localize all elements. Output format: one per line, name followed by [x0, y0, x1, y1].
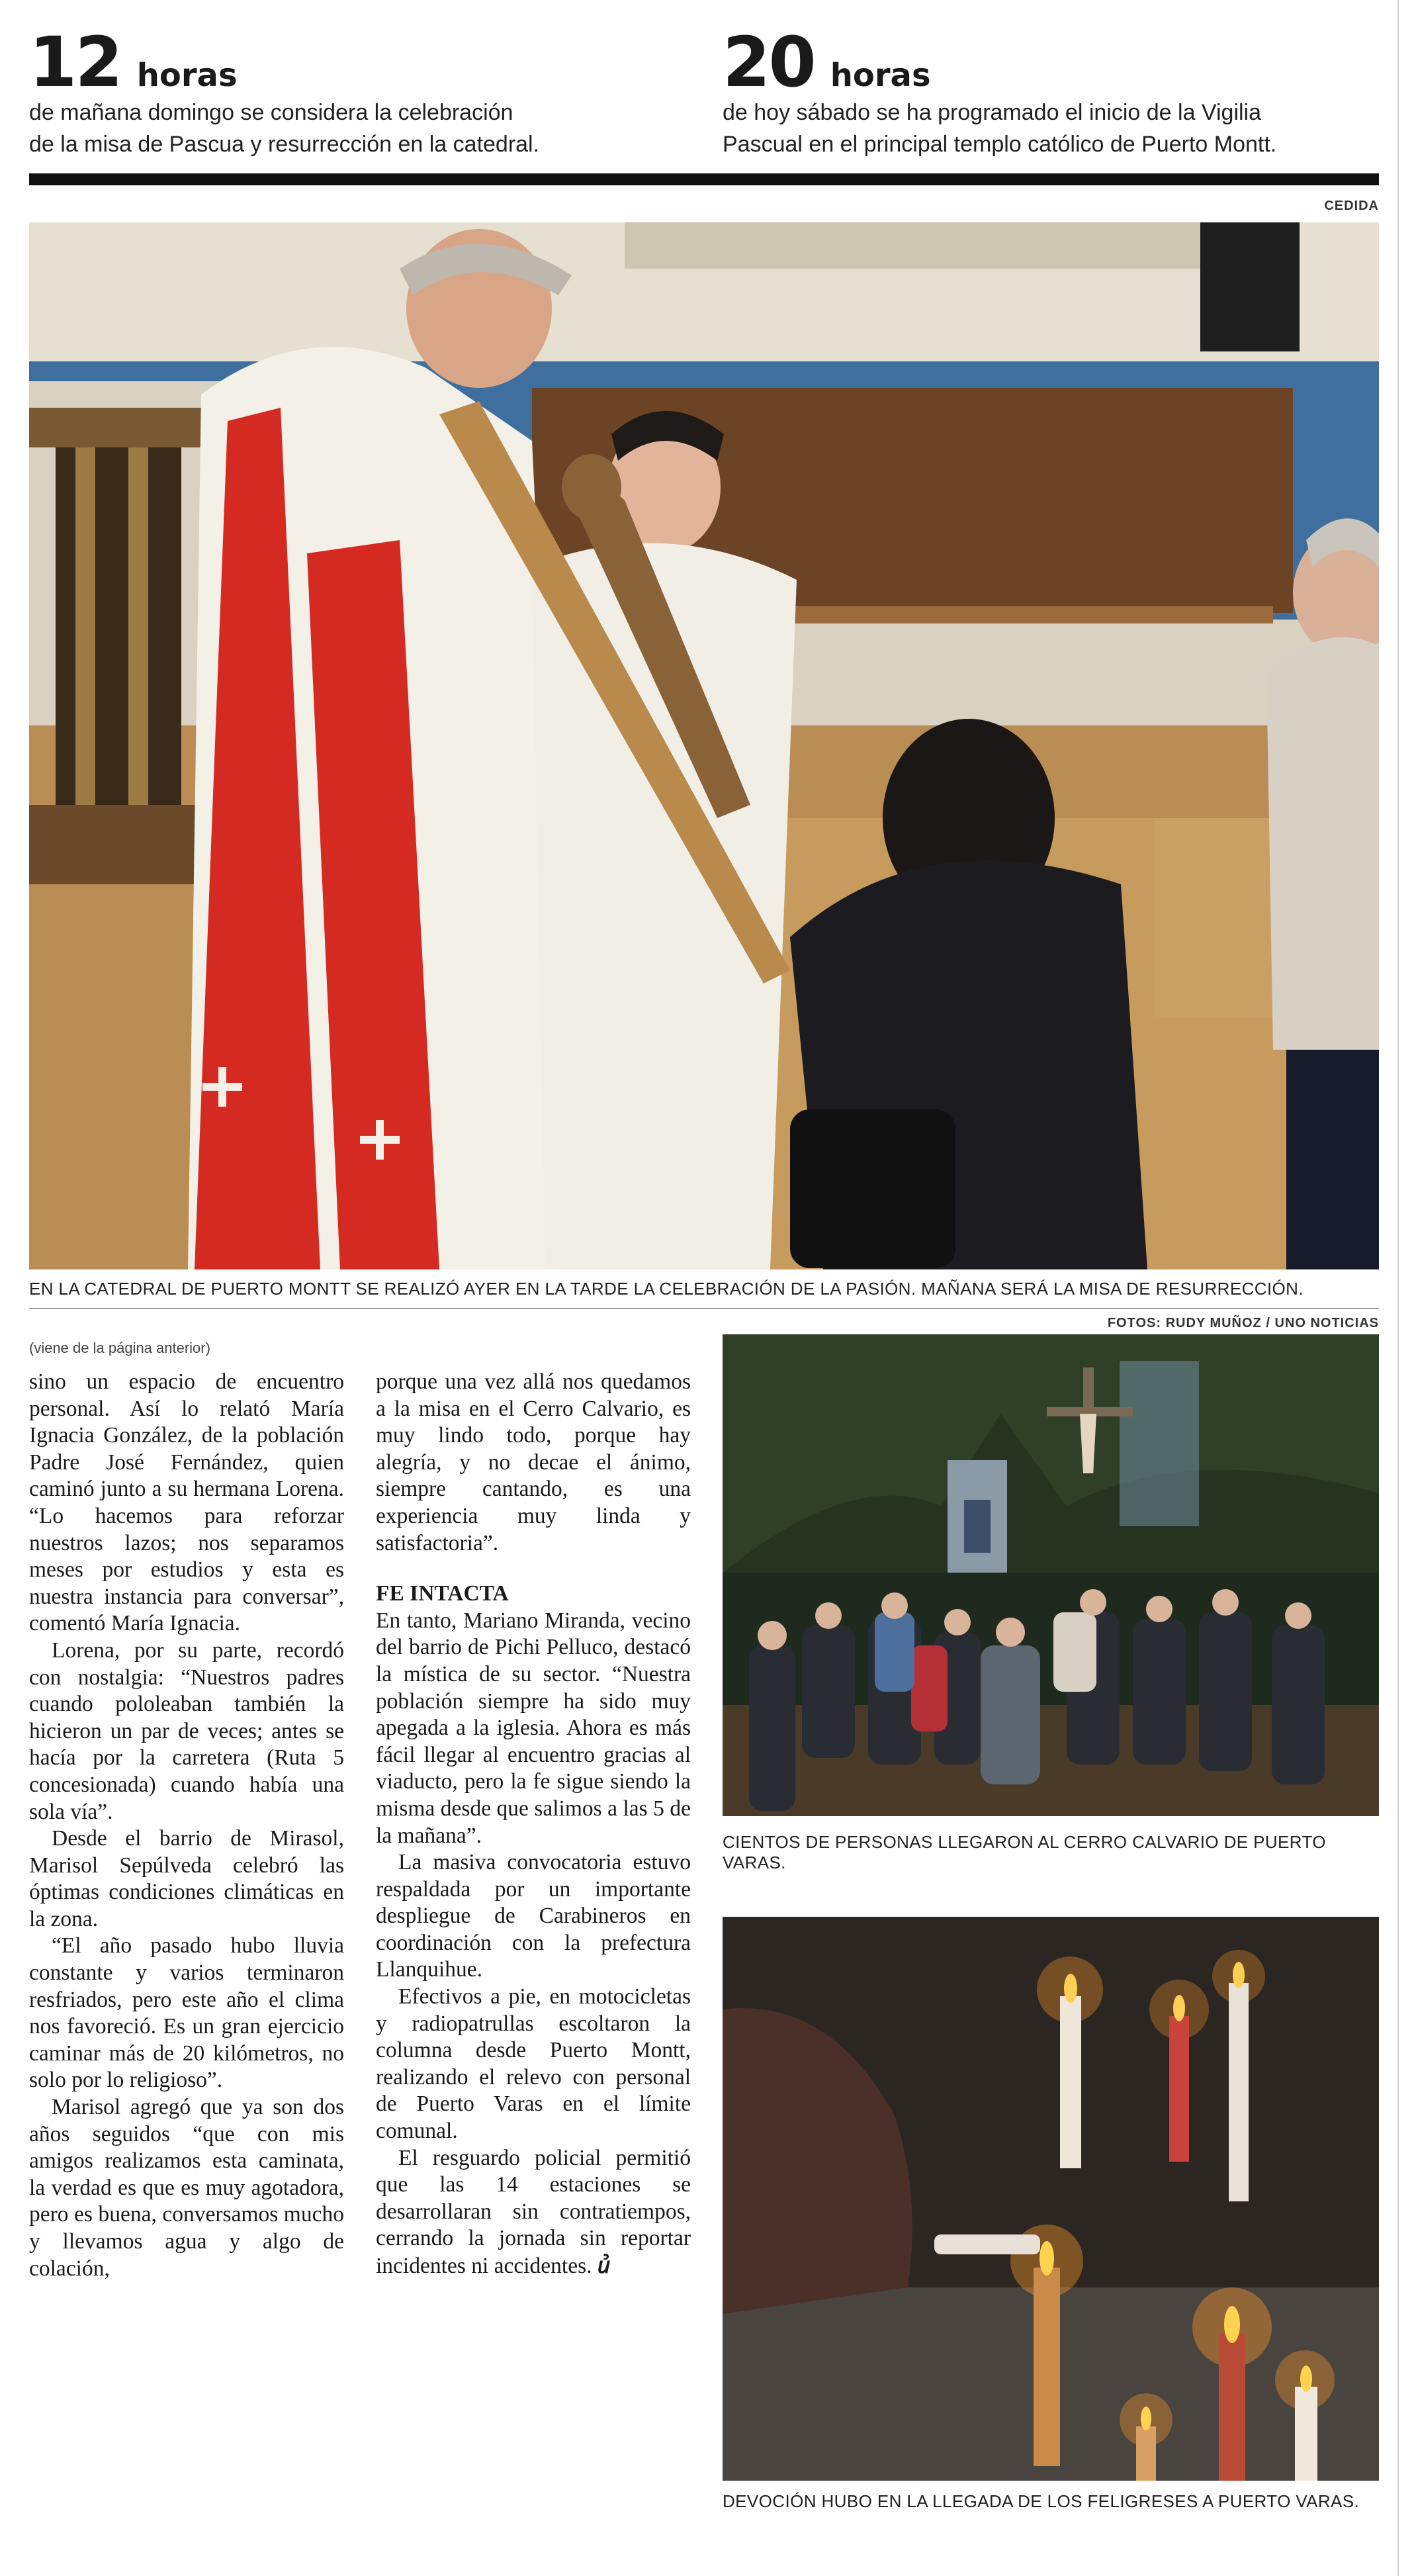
stat-description-line: de mañana domingo se considera la celebración	[29, 100, 513, 125]
article-paragraph: porque una vez allá nos quedamos a la misa en el Cerro Calvario, es muy lindo todo, porque hay alegría, y no decae el ánimo, siempre cantando, es una experiencia muy linda y satisfactoria”.	[376, 1369, 691, 1555]
stat-description-line: de la misa de Pascua y resurrección en la catedral.	[29, 132, 540, 157]
page-edge-rule	[1397, 0, 1399, 2576]
stat-description-line: de hoy sábado se ha programado el inicio de la Vigilia	[723, 100, 1262, 125]
main-photo	[29, 222, 1379, 1269]
candles-photo-caption: DEVOCIÓN HUBO EN LA LLEGADA DE LOS FELIGRESES A PUERTO VARAS.	[723, 2491, 1360, 2511]
candles-scene-illustration	[723, 1917, 1379, 2481]
section-subhead: FE INTACTA	[376, 1581, 509, 1606]
stat-number: 12	[29, 22, 121, 103]
article-paragraph: En tanto, Mariano Miranda, vecino del barrio de Pichi Pelluco, destacó la mística de su sector. “Nuestra población siempre ha sido muy apegada a la iglesia. Ahora es más fácil llegar al encuentro gracias al viaducto, pero la fe sigue siendo la misma desde que salimos a las 5 de la mañana”.	[376, 1608, 691, 1848]
stat-figure	[29, 22, 678, 103]
article-paragraph: “El año pasado hubo lluvia constante y varios terminaron resfriados, pero este año el clima nos favoreció. Es un gran ejercicio caminar más de 20 kilómetros, no solo por lo religioso”.	[29, 1933, 344, 2093]
stat-description-line: Pascual en el principal templo católico de Puerto Montt.	[723, 132, 1277, 157]
article-paragraph: sino un espacio de encuentro personal. Así lo relató María Ignacia González, de la población Padre José Fernández, quien caminó junto a su hermana Lorena. “Lo hacemos para reforzar nuestros lazos; nos separamos meses por estudios y esta es nuestra instancia para conversar”, comentó María Ignacia.	[29, 1369, 344, 1636]
stat-unit: horas	[136, 57, 238, 94]
stat-number: 20	[723, 22, 815, 103]
photo-credit: CEDIDA	[1324, 199, 1379, 213]
stat-unit: horas	[830, 57, 931, 94]
caption-rule	[29, 1308, 1379, 1309]
main-photo-caption: EN LA CATEDRAL DE PUERTO MONTT SE REALIZÓ AYER EN LA TARDE LA CELEBRACIÓN DE LA PASIÓN. MAÑANA SERÁ LA MISA DE RESURRECCIÓN.	[29, 1279, 1304, 1299]
calvario-photo-caption: CIENTOS DE PERSONAS LLEGARON AL CERRO CALVARIO DE PUERTO VARAS.	[723, 1832, 1326, 1872]
article-paragraph: Lorena, por su parte, recordó con nostalgia: “Nuestros padres cuando pololeaban también la hicieron un par de veces; antes se hacía por la carretera (Ruta 5 concesionada) cuando había una sola vía”.	[29, 1637, 344, 1824]
article-column-2	[376, 1369, 691, 2280]
end-mark: ꞿ	[597, 2252, 611, 2278]
cathedral-scene-illustration	[29, 222, 1379, 1269]
article-paragraph: La masiva convocatoria estuvo respaldada por un importante despliegue de Carabineros en coordinación con la prefectura Llanquihue.	[376, 1850, 691, 1982]
photo-credit-secondary: FOTOS: RUDY MUÑOZ / UNO NOTICIAS	[1107, 1316, 1379, 1330]
stat-figure	[723, 22, 1384, 103]
article-column-1	[29, 1369, 344, 2282]
header-rule	[29, 173, 1379, 185]
article-text: El resguardo policial permitió que las 14 estaciones se desarrollaran sin contratiempos, cerrando la jornada sin reportar incidentes ni accidentes.	[376, 2145, 691, 2278]
article-paragraph	[376, 2145, 691, 2280]
calvario-scene-illustration	[723, 1334, 1379, 1816]
stat-block-2	[723, 22, 1384, 160]
continued-note: (viene de la página anterior)	[29, 1340, 210, 1356]
candles-photo	[723, 1917, 1379, 2481]
calvario-photo	[723, 1334, 1379, 1816]
article-paragraph: Efectivos a pie, en motocicletas y radiopatrullas escoltaron la columna desde Puerto Montt, realizando el relevo con personal de Puerto Varas en el límite comunal.	[376, 1984, 691, 2144]
article-paragraph: Desde el barrio de Mirasol, Marisol Sepúlveda celebró las óptimas condiciones climáticas en la zona.	[29, 1826, 344, 1931]
article-paragraph: Marisol agregó que ya son dos años seguidos “que con mis amigos realizamos esta caminata, la verdad es que es muy agotadora, pero es buena, conversamos mucho y llevamos agua y algo de colación,	[29, 2095, 344, 2281]
stat-block-1	[29, 22, 678, 160]
